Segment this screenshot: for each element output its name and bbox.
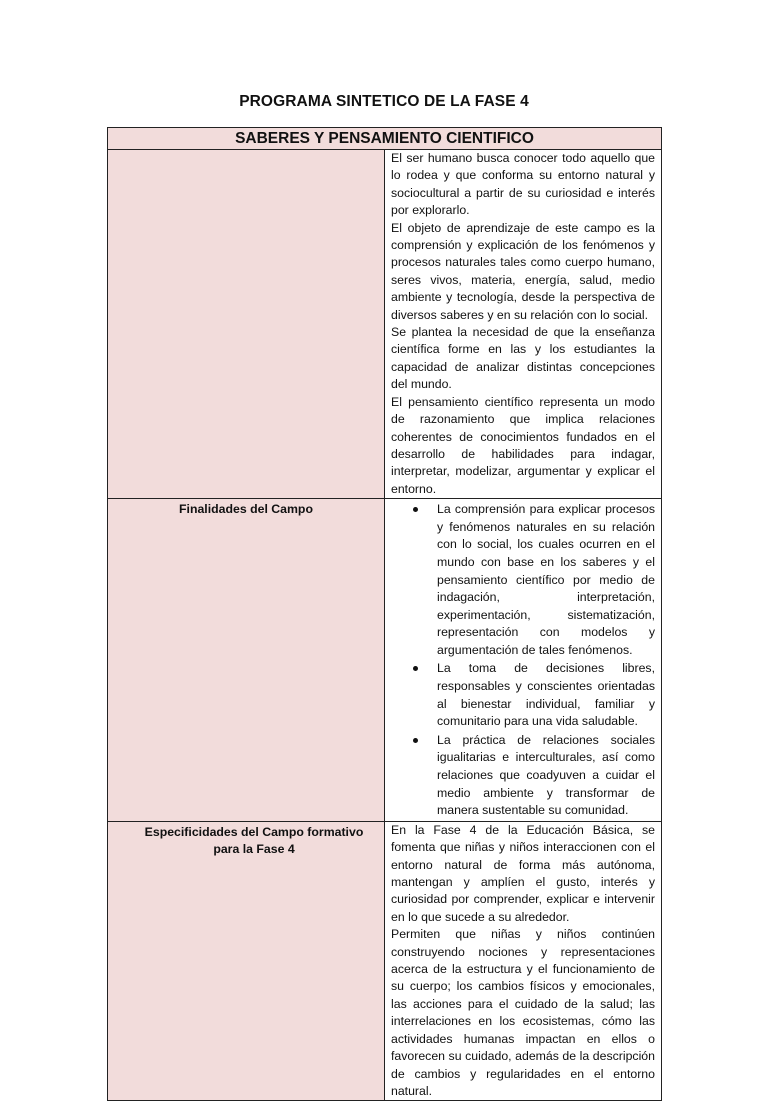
- intro-paragraph: El objeto de aprendizaje de este campo es la comprensión y explicación de los fenómenos y procesos naturales tales como cuerpo humano, seres vivos, materia, energía, salud, medio ambiente y tecnología, desde la perspectiva de diversos saberes y en su relación con lo social.: [391, 220, 655, 322]
- finalidades-label-cell: [108, 499, 385, 822]
- finalidades-label: Finalidades del Campo: [179, 502, 313, 517]
- intro-paragraph: El pensamiento científico representa un modo de razonamiento que implica relaciones coherentes de conocimientos fundados en el desarrollo de habilidades para indagar, interpretar, modelizar, argumentar y explicar el entorno.: [391, 394, 655, 496]
- table-header-row: [108, 128, 662, 150]
- especificidades-paragraph: En la Fase 4 de la Educación Básica, se fomenta que niñas y niños interaccionen con el entorno natural de forma más autónoma, mantengan y amplíen el gusto, interés y curiosidad por comprender, explicar e intervenir en lo que sucede a su alrededor.: [391, 822, 655, 924]
- intro-paragraph: El ser humano busca conocer todo aquello que lo rodea y que conforma su entorno natural y sociocultural a partir de su curiosidad e interés por explorarlo.: [391, 151, 655, 218]
- document-title: PROGRAMA SINTETICO DE LA FASE 4: [239, 93, 529, 110]
- table-row-especificidades: [108, 821, 662, 1101]
- list-item: La práctica de relaciones sociales igualitarias e interculturales, así como relaciones que coadyuven a cuidar el medio ambiente y transformar de manera sustentable su comunidad.: [413, 732, 655, 820]
- intro-paragraph: Se plantea la necesidad de que la enseñanza científica forme en las y los estudiantes la capacidad de analizar distintas concepciones del mundo.: [391, 325, 655, 392]
- bullet-icon: [413, 738, 418, 743]
- table-row-intro: [108, 150, 662, 499]
- list-item: La toma de decisiones libres, responsables y conscientes orientadas al bienestar individual, familiar y comunitario para una vida saludable.: [413, 660, 655, 730]
- bullet-icon: [413, 666, 418, 671]
- finalidades-list: [385, 499, 661, 820]
- intro-content-cell: [385, 150, 662, 499]
- intro-label: [108, 150, 384, 152]
- list-item: La comprensión para explicar procesos y fenómenos naturales en su relación con lo social, los cuales ocurren en el mundo con base en los saberes y el pensamiento científico por medio de indagación, interpretación, experimentación, sistematización, representación con modelos y argumentación de tales fenómenos.: [413, 501, 655, 659]
- intro-label-cell: [108, 150, 385, 499]
- especificidades-label-cell: [108, 821, 385, 1101]
- bullet-icon: [413, 507, 418, 512]
- finalidades-content-cell: [385, 499, 662, 822]
- program-table: [107, 127, 662, 1101]
- table-row-finalidades: [108, 499, 662, 822]
- table-header: SABERES Y PENSAMIENTO CIENTIFICO: [108, 128, 662, 150]
- especificidades-label: Especificidades del Campo formativo para la Fase 4: [144, 824, 364, 857]
- especificidades-content-cell: [385, 821, 662, 1101]
- especificidades-paragraph: Permiten que niñas y niños continúen construyendo nociones y representaciones acerca de la estructura y el funcionamiento de su cuerpo; los cambios físicos y emocionales, las acciones para el cuidado de la salud; las interrelaciones en los ecosistemas, cómo las actividades humanas impactan en ellos o favorecen su cuidado, además de la descripción de cambios y regularidades en el entorno natural.: [391, 927, 655, 1098]
